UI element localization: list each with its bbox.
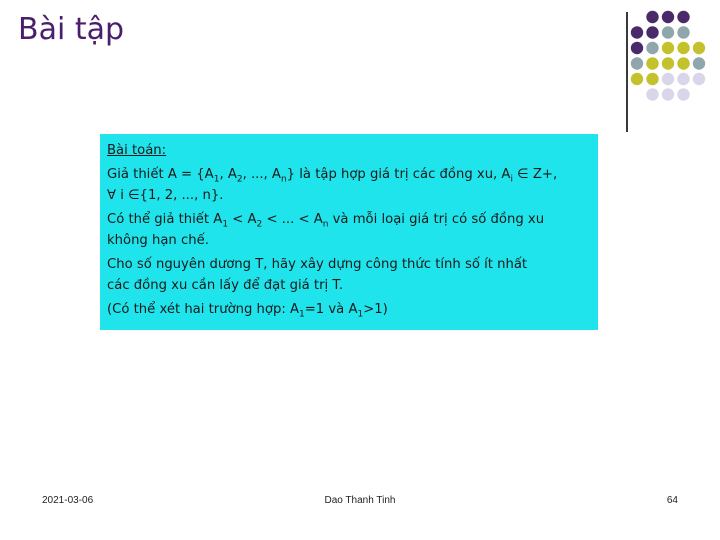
decorative-dot	[662, 88, 674, 100]
decorative-dot	[646, 26, 658, 38]
decorative-dot	[677, 42, 689, 54]
line3-part-c: < ... < A	[262, 212, 323, 227]
line7-part-b: =1 và A	[304, 302, 358, 317]
decorative-dot	[677, 57, 689, 69]
footer-date: 2021-03-06	[42, 495, 94, 506]
problem-line-1	[107, 164, 592, 185]
decorative-dot	[631, 26, 643, 38]
decorative-dot	[677, 26, 689, 38]
decorative-dot	[662, 42, 674, 54]
decorative-dot	[646, 11, 658, 23]
slide-title: Bài tập	[18, 12, 125, 47]
decorative-dot	[631, 57, 643, 69]
line7-part-a: (Có thể xét hai trường hợp: A	[107, 302, 300, 317]
line7-sub-1: 1	[299, 309, 305, 320]
line1-part-b: , A	[219, 167, 237, 182]
problem-line-4: không hạn chế.	[107, 233, 209, 248]
decorative-vertical-line	[626, 12, 628, 132]
problem-line-2: ∀ i ∈{1, 2, ..., n}.	[107, 188, 224, 203]
decorative-dot	[693, 73, 705, 85]
line1-sub-i: i	[510, 174, 513, 185]
decorative-dot	[646, 57, 658, 69]
decorative-dot	[662, 57, 674, 69]
decorative-dot	[677, 88, 689, 100]
line1-part-a: Giả thiết A = {A	[107, 167, 214, 182]
line1-sub-2: 2	[236, 174, 243, 185]
line7-sub-2: 1	[357, 309, 364, 320]
problem-line-3	[107, 209, 592, 230]
line3-sub-2: 2	[256, 219, 263, 230]
problem-line-6: các đồng xu cần lấy để đạt giá trị T.	[107, 278, 344, 293]
line7-part-c: >1)	[363, 302, 388, 317]
decorative-dot	[631, 73, 643, 85]
problem-heading-text: Bài toán:	[107, 143, 167, 158]
decorative-dot	[693, 42, 705, 54]
decorative-dot	[646, 73, 658, 85]
line3-sub-n: n	[322, 219, 329, 230]
line3-sub-1: 1	[222, 219, 229, 230]
line1-part-d: } là tập hợp giá trị các đồng xu, A	[286, 167, 511, 182]
decorative-dot-grid	[0, 0, 720, 130]
decorative-dot	[693, 57, 705, 69]
decorative-dot	[646, 88, 658, 100]
footer-page-number: 64	[666, 495, 678, 506]
decorative-dot	[631, 42, 643, 54]
problem-heading	[107, 140, 592, 161]
problem-line-5: Cho số nguyên dương T, hãy xây dựng công thức tính số ít nhất	[107, 257, 528, 272]
decorative-dot	[662, 73, 674, 85]
problem-line-7	[107, 299, 592, 320]
decorative-dot	[677, 73, 689, 85]
decorative-dot	[677, 11, 689, 23]
line3-part-a: Có thể giả thiết A	[107, 212, 223, 227]
line1-sub-1: 1	[213, 174, 220, 185]
line1-part-e: ∈ Z+,	[512, 167, 558, 182]
decorative-dot	[646, 42, 658, 54]
decorative-dot	[662, 11, 674, 23]
line1-part-c: , ..., A	[242, 167, 281, 182]
line3-part-b: < A	[228, 212, 257, 227]
line3-part-d: và mỗi loại giá trị có số đồng xu	[328, 212, 545, 227]
line1-sub-n: n	[280, 174, 287, 185]
decorative-dot	[662, 26, 674, 38]
problem-box	[100, 134, 598, 330]
footer-author: Dao Thanh Tinh	[324, 495, 396, 506]
